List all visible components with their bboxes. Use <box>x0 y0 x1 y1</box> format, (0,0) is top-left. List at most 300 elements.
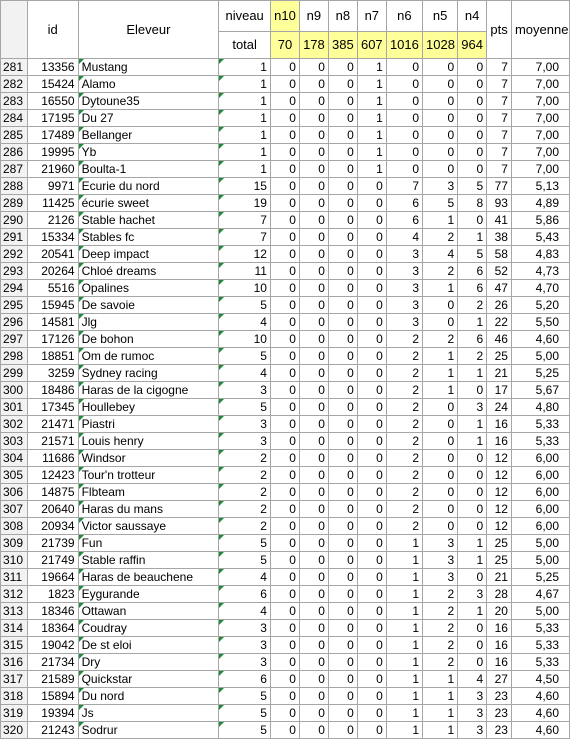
cell-n8[interactable]: 0 <box>328 382 357 399</box>
cell-n7[interactable]: 1 <box>357 144 386 161</box>
row-number[interactable]: 293 <box>1 263 28 280</box>
cell-n9[interactable]: 0 <box>299 212 328 229</box>
header-total[interactable]: total <box>219 32 271 59</box>
cell-eleveur[interactable]: Opalines <box>78 280 219 297</box>
cell-niveau[interactable]: 11 <box>219 263 271 280</box>
cell-n4[interactable]: 0 <box>458 382 487 399</box>
cell-moyenne[interactable]: 5,86 <box>511 212 569 229</box>
cell-n8[interactable]: 0 <box>328 688 357 705</box>
cell-moyenne[interactable]: 4,70 <box>511 280 569 297</box>
cell-eleveur[interactable]: Haras de beauchene <box>78 569 219 586</box>
cell-n9[interactable]: 0 <box>299 382 328 399</box>
cell-eleveur[interactable]: Js <box>78 705 219 722</box>
cell-n8[interactable]: 0 <box>328 93 357 110</box>
cell-eleveur[interactable]: Alamo <box>78 76 219 93</box>
cell-niveau[interactable]: 5 <box>219 552 271 569</box>
cell-n4[interactable]: 0 <box>458 450 487 467</box>
cell-id[interactable]: 9971 <box>27 178 78 195</box>
cell-niveau[interactable]: 5 <box>219 297 271 314</box>
cell-n10[interactable]: 0 <box>270 467 299 484</box>
cell-n8[interactable]: 0 <box>328 467 357 484</box>
cell-n6[interactable]: 2 <box>386 365 422 382</box>
cell-n6[interactable]: 3 <box>386 280 422 297</box>
cell-eleveur[interactable]: Haras de la cigogne <box>78 382 219 399</box>
cell-niveau[interactable]: 4 <box>219 365 271 382</box>
cell-n9[interactable]: 0 <box>299 654 328 671</box>
cell-n6[interactable]: 2 <box>386 450 422 467</box>
row-number[interactable]: 281 <box>1 59 28 76</box>
cell-n5[interactable]: 0 <box>423 518 458 535</box>
total-n6[interactable]: 1016 <box>386 32 422 59</box>
cell-eleveur[interactable]: Flbteam <box>78 484 219 501</box>
cell-eleveur[interactable]: Stable hachet <box>78 212 219 229</box>
cell-niveau[interactable]: 2 <box>219 484 271 501</box>
cell-n8[interactable]: 0 <box>328 76 357 93</box>
cell-niveau[interactable]: 19 <box>219 195 271 212</box>
cell-n4[interactable]: 5 <box>458 246 487 263</box>
cell-eleveur[interactable]: Fun <box>78 535 219 552</box>
cell-n7[interactable]: 0 <box>357 552 386 569</box>
cell-n10[interactable]: 0 <box>270 263 299 280</box>
cell-n10[interactable]: 0 <box>270 671 299 688</box>
cell-n5[interactable]: 0 <box>423 127 458 144</box>
cell-n7[interactable]: 0 <box>357 637 386 654</box>
cell-moyenne[interactable]: 4,50 <box>511 671 569 688</box>
cell-n6[interactable]: 3 <box>386 246 422 263</box>
row-number[interactable]: 300 <box>1 382 28 399</box>
cell-n7[interactable]: 0 <box>357 399 386 416</box>
row-number[interactable]: 306 <box>1 484 28 501</box>
cell-n6[interactable]: 2 <box>386 501 422 518</box>
cell-id[interactable]: 12423 <box>27 467 78 484</box>
cell-n5[interactable]: 3 <box>423 178 458 195</box>
row-number[interactable]: 303 <box>1 433 28 450</box>
header-id[interactable]: id <box>27 1 78 59</box>
cell-id[interactable]: 13356 <box>27 59 78 76</box>
cell-n8[interactable]: 0 <box>328 229 357 246</box>
row-number[interactable]: 313 <box>1 603 28 620</box>
cell-n5[interactable]: 1 <box>423 382 458 399</box>
cell-n8[interactable]: 0 <box>328 416 357 433</box>
cell-n6[interactable]: 1 <box>386 535 422 552</box>
row-number[interactable]: 292 <box>1 246 28 263</box>
cell-n6[interactable]: 0 <box>386 59 422 76</box>
cell-n7[interactable]: 0 <box>357 280 386 297</box>
row-number[interactable]: 294 <box>1 280 28 297</box>
cell-n8[interactable]: 0 <box>328 331 357 348</box>
header-n4[interactable]: n4 <box>458 1 487 32</box>
cell-niveau[interactable]: 4 <box>219 569 271 586</box>
cell-n5[interactable]: 3 <box>423 552 458 569</box>
cell-n8[interactable]: 0 <box>328 399 357 416</box>
cell-n5[interactable]: 1 <box>423 705 458 722</box>
cell-niveau[interactable]: 7 <box>219 212 271 229</box>
cell-niveau[interactable]: 5 <box>219 688 271 705</box>
cell-niveau[interactable]: 1 <box>219 110 271 127</box>
cell-n7[interactable]: 0 <box>357 433 386 450</box>
cell-n4[interactable]: 0 <box>458 484 487 501</box>
cell-pts[interactable]: 12 <box>487 450 512 467</box>
cell-pts[interactable]: 12 <box>487 467 512 484</box>
row-number[interactable]: 319 <box>1 705 28 722</box>
cell-n5[interactable]: 0 <box>423 297 458 314</box>
cell-moyenne[interactable]: 5,00 <box>511 348 569 365</box>
cell-moyenne[interactable]: 6,00 <box>511 484 569 501</box>
cell-n9[interactable]: 0 <box>299 484 328 501</box>
row-number-header[interactable] <box>1 1 28 59</box>
cell-n4[interactable]: 1 <box>458 433 487 450</box>
cell-n5[interactable]: 5 <box>423 195 458 212</box>
cell-niveau[interactable]: 2 <box>219 518 271 535</box>
cell-eleveur[interactable]: Ecurie du nord <box>78 178 219 195</box>
cell-moyenne[interactable]: 6,00 <box>511 501 569 518</box>
cell-n4[interactable]: 8 <box>458 195 487 212</box>
cell-n6[interactable]: 0 <box>386 144 422 161</box>
header-n5[interactable]: n5 <box>423 1 458 32</box>
cell-n9[interactable]: 0 <box>299 365 328 382</box>
cell-n7[interactable]: 0 <box>357 297 386 314</box>
row-number[interactable]: 308 <box>1 518 28 535</box>
cell-eleveur[interactable]: Jlg <box>78 314 219 331</box>
cell-n5[interactable]: 0 <box>423 416 458 433</box>
row-number[interactable]: 291 <box>1 229 28 246</box>
total-n8[interactable]: 385 <box>328 32 357 59</box>
cell-n8[interactable]: 0 <box>328 552 357 569</box>
row-number[interactable]: 312 <box>1 586 28 603</box>
cell-n7[interactable]: 1 <box>357 76 386 93</box>
cell-n5[interactable]: 2 <box>423 586 458 603</box>
cell-n9[interactable]: 0 <box>299 671 328 688</box>
cell-moyenne[interactable]: 7,00 <box>511 161 569 178</box>
cell-n9[interactable]: 0 <box>299 246 328 263</box>
cell-id[interactable]: 14581 <box>27 314 78 331</box>
cell-pts[interactable]: 25 <box>487 552 512 569</box>
cell-moyenne[interactable]: 4,60 <box>511 722 569 739</box>
cell-n6[interactable]: 2 <box>386 484 422 501</box>
cell-n4[interactable]: 0 <box>458 161 487 178</box>
cell-n10[interactable]: 0 <box>270 297 299 314</box>
cell-n4[interactable]: 3 <box>458 586 487 603</box>
cell-n5[interactable]: 1 <box>423 365 458 382</box>
cell-eleveur[interactable]: Om de rumoc <box>78 348 219 365</box>
row-number[interactable]: 290 <box>1 212 28 229</box>
cell-n5[interactable]: 2 <box>423 263 458 280</box>
cell-n5[interactable]: 2 <box>423 637 458 654</box>
cell-n10[interactable]: 0 <box>270 348 299 365</box>
cell-n7[interactable]: 0 <box>357 569 386 586</box>
cell-n4[interactable]: 3 <box>458 722 487 739</box>
cell-n10[interactable]: 0 <box>270 416 299 433</box>
cell-pts[interactable]: 27 <box>487 671 512 688</box>
cell-n6[interactable]: 3 <box>386 297 422 314</box>
cell-n8[interactable]: 0 <box>328 127 357 144</box>
row-number[interactable]: 282 <box>1 76 28 93</box>
cell-n8[interactable]: 0 <box>328 280 357 297</box>
cell-id[interactable]: 19664 <box>27 569 78 586</box>
cell-n8[interactable]: 0 <box>328 144 357 161</box>
cell-pts[interactable]: 38 <box>487 229 512 246</box>
cell-pts[interactable]: 12 <box>487 518 512 535</box>
cell-n5[interactable]: 0 <box>423 467 458 484</box>
cell-n8[interactable]: 0 <box>328 365 357 382</box>
cell-n9[interactable]: 0 <box>299 93 328 110</box>
cell-niveau[interactable]: 5 <box>219 722 271 739</box>
cell-n6[interactable]: 4 <box>386 229 422 246</box>
cell-n10[interactable]: 0 <box>270 484 299 501</box>
cell-id[interactable]: 15424 <box>27 76 78 93</box>
cell-n5[interactable]: 1 <box>423 212 458 229</box>
cell-eleveur[interactable]: Deep impact <box>78 246 219 263</box>
cell-n9[interactable]: 0 <box>299 637 328 654</box>
cell-moyenne[interactable]: 6,00 <box>511 518 569 535</box>
cell-n10[interactable]: 0 <box>270 552 299 569</box>
cell-n6[interactable]: 1 <box>386 688 422 705</box>
cell-eleveur[interactable]: Stable raffin <box>78 552 219 569</box>
cell-n6[interactable]: 1 <box>386 654 422 671</box>
row-number[interactable]: 289 <box>1 195 28 212</box>
row-number[interactable]: 297 <box>1 331 28 348</box>
cell-n6[interactable]: 0 <box>386 76 422 93</box>
cell-id[interactable]: 21734 <box>27 654 78 671</box>
cell-moyenne[interactable]: 5,00 <box>511 535 569 552</box>
row-number[interactable]: 304 <box>1 450 28 467</box>
cell-n5[interactable]: 0 <box>423 144 458 161</box>
cell-moyenne[interactable]: 5,43 <box>511 229 569 246</box>
cell-n4[interactable]: 3 <box>458 688 487 705</box>
cell-n10[interactable]: 0 <box>270 586 299 603</box>
cell-moyenne[interactable]: 5,00 <box>511 552 569 569</box>
cell-n9[interactable]: 0 <box>299 535 328 552</box>
cell-id[interactable]: 16550 <box>27 93 78 110</box>
cell-n10[interactable]: 0 <box>270 688 299 705</box>
header-n7[interactable]: n7 <box>357 1 386 32</box>
cell-n10[interactable]: 0 <box>270 212 299 229</box>
cell-n7[interactable]: 0 <box>357 535 386 552</box>
cell-n10[interactable]: 0 <box>270 501 299 518</box>
cell-n9[interactable]: 0 <box>299 416 328 433</box>
cell-moyenne[interactable]: 4,83 <box>511 246 569 263</box>
cell-n9[interactable]: 0 <box>299 399 328 416</box>
cell-n6[interactable]: 1 <box>386 637 422 654</box>
cell-n7[interactable]: 1 <box>357 110 386 127</box>
row-number[interactable]: 317 <box>1 671 28 688</box>
cell-n7[interactable]: 0 <box>357 671 386 688</box>
cell-eleveur[interactable]: Sydney racing <box>78 365 219 382</box>
cell-n10[interactable]: 0 <box>270 127 299 144</box>
cell-n5[interactable]: 3 <box>423 569 458 586</box>
header-n10[interactable]: n10 <box>270 1 299 32</box>
cell-niveau[interactable]: 1 <box>219 76 271 93</box>
cell-n10[interactable]: 0 <box>270 280 299 297</box>
cell-n4[interactable]: 0 <box>458 569 487 586</box>
cell-pts[interactable]: 47 <box>487 280 512 297</box>
cell-n6[interactable]: 7 <box>386 178 422 195</box>
cell-n6[interactable]: 1 <box>386 586 422 603</box>
cell-n8[interactable]: 0 <box>328 263 357 280</box>
cell-n9[interactable]: 0 <box>299 144 328 161</box>
cell-n8[interactable]: 0 <box>328 246 357 263</box>
cell-n10[interactable]: 0 <box>270 229 299 246</box>
cell-n10[interactable]: 0 <box>270 144 299 161</box>
cell-niveau[interactable]: 1 <box>219 144 271 161</box>
cell-n9[interactable]: 0 <box>299 110 328 127</box>
cell-n9[interactable]: 0 <box>299 518 328 535</box>
cell-id[interactable]: 18346 <box>27 603 78 620</box>
cell-n7[interactable]: 0 <box>357 212 386 229</box>
cell-eleveur[interactable]: Louis henry <box>78 433 219 450</box>
cell-n7[interactable]: 0 <box>357 195 386 212</box>
cell-n4[interactable]: 0 <box>458 93 487 110</box>
cell-niveau[interactable]: 6 <box>219 586 271 603</box>
cell-n7[interactable]: 0 <box>357 722 386 739</box>
cell-n8[interactable]: 0 <box>328 518 357 535</box>
cell-n10[interactable]: 0 <box>270 399 299 416</box>
cell-n9[interactable]: 0 <box>299 688 328 705</box>
cell-n4[interactable]: 1 <box>458 603 487 620</box>
cell-pts[interactable]: 24 <box>487 399 512 416</box>
total-n10[interactable]: 70 <box>270 32 299 59</box>
cell-n7[interactable]: 0 <box>357 501 386 518</box>
cell-id[interactable]: 18364 <box>27 620 78 637</box>
cell-n6[interactable]: 3 <box>386 263 422 280</box>
cell-n8[interactable]: 0 <box>328 586 357 603</box>
cell-id[interactable]: 19995 <box>27 144 78 161</box>
cell-niveau[interactable]: 7 <box>219 229 271 246</box>
cell-moyenne[interactable]: 4,73 <box>511 263 569 280</box>
cell-eleveur[interactable]: Yb <box>78 144 219 161</box>
cell-n5[interactable]: 2 <box>423 603 458 620</box>
cell-id[interactable]: 20541 <box>27 246 78 263</box>
cell-eleveur[interactable]: Bellanger <box>78 127 219 144</box>
cell-eleveur[interactable]: Sodrur <box>78 722 219 739</box>
row-number[interactable]: 287 <box>1 161 28 178</box>
cell-eleveur[interactable]: De savoie <box>78 297 219 314</box>
cell-n9[interactable]: 0 <box>299 620 328 637</box>
cell-n9[interactable]: 0 <box>299 552 328 569</box>
cell-n8[interactable]: 0 <box>328 603 357 620</box>
cell-n8[interactable]: 0 <box>328 535 357 552</box>
cell-niveau[interactable]: 2 <box>219 467 271 484</box>
cell-pts[interactable]: 77 <box>487 178 512 195</box>
cell-n7[interactable]: 0 <box>357 654 386 671</box>
cell-n4[interactable]: 0 <box>458 467 487 484</box>
cell-pts[interactable]: 22 <box>487 314 512 331</box>
cell-n4[interactable]: 0 <box>458 501 487 518</box>
cell-n6[interactable]: 2 <box>386 331 422 348</box>
cell-n9[interactable]: 0 <box>299 569 328 586</box>
cell-n7[interactable]: 0 <box>357 348 386 365</box>
cell-n6[interactable]: 2 <box>386 348 422 365</box>
cell-n9[interactable]: 0 <box>299 263 328 280</box>
cell-eleveur[interactable]: Boulta-1 <box>78 161 219 178</box>
cell-n10[interactable]: 0 <box>270 93 299 110</box>
cell-n10[interactable]: 0 <box>270 535 299 552</box>
cell-pts[interactable]: 16 <box>487 654 512 671</box>
row-number[interactable]: 283 <box>1 93 28 110</box>
cell-niveau[interactable]: 6 <box>219 671 271 688</box>
total-n4[interactable]: 964 <box>458 32 487 59</box>
cell-n6[interactable]: 1 <box>386 603 422 620</box>
cell-n5[interactable]: 2 <box>423 229 458 246</box>
cell-n9[interactable]: 0 <box>299 603 328 620</box>
cell-moyenne[interactable]: 4,60 <box>511 705 569 722</box>
cell-id[interactable]: 18851 <box>27 348 78 365</box>
cell-n8[interactable]: 0 <box>328 297 357 314</box>
cell-n5[interactable]: 2 <box>423 331 458 348</box>
header-pts[interactable]: pts <box>487 1 512 59</box>
cell-moyenne[interactable]: 4,67 <box>511 586 569 603</box>
cell-pts[interactable]: 7 <box>487 110 512 127</box>
cell-n4[interactable]: 0 <box>458 518 487 535</box>
cell-niveau[interactable]: 3 <box>219 654 271 671</box>
cell-niveau[interactable]: 3 <box>219 416 271 433</box>
cell-id[interactable]: 21571 <box>27 433 78 450</box>
cell-pts[interactable]: 25 <box>487 535 512 552</box>
cell-n10[interactable]: 0 <box>270 246 299 263</box>
row-number[interactable]: 302 <box>1 416 28 433</box>
cell-moyenne[interactable]: 5,33 <box>511 620 569 637</box>
row-number[interactable]: 320 <box>1 722 28 739</box>
cell-pts[interactable]: 46 <box>487 331 512 348</box>
cell-id[interactable]: 21589 <box>27 671 78 688</box>
cell-n10[interactable]: 0 <box>270 722 299 739</box>
cell-n5[interactable]: 0 <box>423 59 458 76</box>
row-number[interactable]: 310 <box>1 552 28 569</box>
cell-n9[interactable]: 0 <box>299 348 328 365</box>
cell-moyenne[interactable]: 5,33 <box>511 654 569 671</box>
cell-n8[interactable]: 0 <box>328 654 357 671</box>
cell-moyenne[interactable]: 4,60 <box>511 331 569 348</box>
cell-n7[interactable]: 0 <box>357 620 386 637</box>
cell-n5[interactable]: 3 <box>423 535 458 552</box>
cell-n5[interactable]: 2 <box>423 620 458 637</box>
cell-n7[interactable]: 0 <box>357 467 386 484</box>
cell-n10[interactable]: 0 <box>270 195 299 212</box>
cell-niveau[interactable]: 10 <box>219 280 271 297</box>
cell-n6[interactable]: 1 <box>386 552 422 569</box>
total-n7[interactable]: 607 <box>357 32 386 59</box>
cell-n8[interactable]: 0 <box>328 195 357 212</box>
cell-n9[interactable]: 0 <box>299 722 328 739</box>
row-number[interactable]: 307 <box>1 501 28 518</box>
cell-pts[interactable]: 7 <box>487 161 512 178</box>
cell-eleveur[interactable]: Coudray <box>78 620 219 637</box>
cell-n7[interactable]: 0 <box>357 484 386 501</box>
cell-n10[interactable]: 0 <box>270 76 299 93</box>
cell-pts[interactable]: 52 <box>487 263 512 280</box>
cell-moyenne[interactable]: 5,33 <box>511 433 569 450</box>
cell-id[interactable]: 14875 <box>27 484 78 501</box>
cell-n7[interactable]: 0 <box>357 178 386 195</box>
cell-n6[interactable]: 1 <box>386 569 422 586</box>
cell-eleveur[interactable]: Eygurande <box>78 586 219 603</box>
cell-n4[interactable]: 1 <box>458 416 487 433</box>
cell-n5[interactable]: 0 <box>423 450 458 467</box>
cell-moyenne[interactable]: 4,80 <box>511 399 569 416</box>
cell-n10[interactable]: 0 <box>270 450 299 467</box>
cell-n6[interactable]: 2 <box>386 382 422 399</box>
cell-eleveur[interactable]: Mustang <box>78 59 219 76</box>
cell-n9[interactable]: 0 <box>299 433 328 450</box>
cell-n5[interactable]: 1 <box>423 348 458 365</box>
cell-n10[interactable]: 0 <box>270 365 299 382</box>
cell-n9[interactable]: 0 <box>299 127 328 144</box>
cell-n7[interactable]: 0 <box>357 416 386 433</box>
cell-id[interactable]: 21749 <box>27 552 78 569</box>
cell-n8[interactable]: 0 <box>328 484 357 501</box>
cell-n4[interactable]: 1 <box>458 535 487 552</box>
cell-n10[interactable]: 0 <box>270 620 299 637</box>
